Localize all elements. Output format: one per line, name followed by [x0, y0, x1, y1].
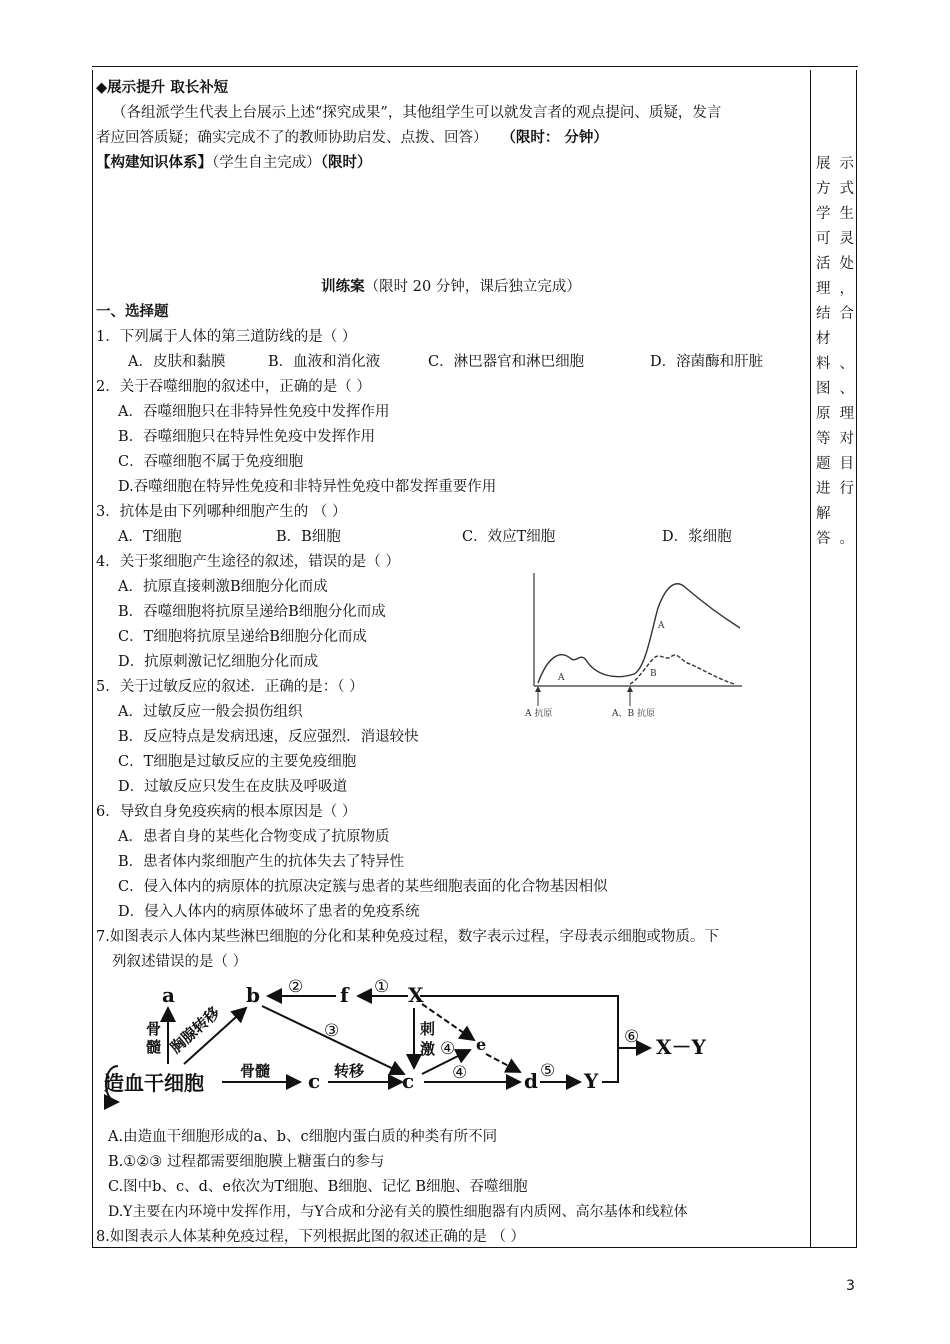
note-line: 解 — [816, 506, 831, 522]
intro-line-2: 者应回答质疑；确实完成不了的教师协助启发、点拨、回答） （限时： 分钟） — [96, 129, 608, 146]
label-transfer-2: 转移 — [334, 1062, 365, 1080]
note-line: 方式 — [816, 181, 854, 197]
column-divider — [810, 70, 811, 1248]
arrow-antigen-a-head — [535, 686, 541, 692]
q7-option-c: C.图中b、c、d、e依次为T细胞、B细胞、记忆 B细胞、吞噬细胞 — [108, 1179, 528, 1195]
q2-option-d: D.吞噬细胞在特异性免疫和非特异性免疫中都发挥重要作用 — [118, 479, 497, 495]
q4-option-c: C．T细胞将抗原呈递给B细胞分化而成 — [118, 629, 367, 645]
node-f: f — [340, 983, 349, 1007]
x-label-antigen-ab: A、B 抗原 — [612, 709, 655, 719]
q5-option-b: B．反应特点是发病迅速，反应强烈．消退较快 — [118, 729, 419, 745]
node-e: e — [476, 1035, 487, 1054]
q3-option-a: A．T细胞 — [118, 529, 182, 545]
node-a: a — [162, 983, 175, 1007]
note-line: 结合 — [816, 306, 854, 322]
q4-stem: 4．关于浆细胞产生途径的叙述，错误的是（ ） — [96, 554, 400, 570]
q6-option-c: C．侵入体内的病原体的抗原决定簇与患者的某些细胞表面的化合物基因相似 — [118, 879, 608, 895]
curve-b-label: B — [650, 669, 657, 679]
q1-option-a: A．皮肤和黏膜 — [128, 354, 226, 370]
intro-line-1: （各组派学生代表上台展示上述“探究成果”，其他组学生可以就发言者的观点提问、质疑，发言 — [112, 105, 722, 121]
node-hsc: 造血干细胞 — [104, 1071, 204, 1095]
note-line: 可灵 — [816, 231, 854, 247]
q3-option-d: D．浆细胞 — [662, 529, 732, 545]
q4-option-b: B．吞噬细胞将抗原呈递给B细胞分化而成 — [118, 604, 386, 620]
note-line: 进行 — [816, 481, 854, 497]
node-b: b — [246, 983, 260, 1007]
q7-stem-cont: 列叙述错误的是（ ） — [112, 954, 248, 970]
step-3: ③ — [324, 1021, 340, 1041]
node-d: d — [524, 1069, 538, 1093]
q6-option-d: D．侵入人体内的病原体破坏了患者的免疫系统 — [118, 904, 420, 920]
q1-option-b: B．血液和消化液 — [268, 354, 381, 370]
arrow-antigen-ab-head — [627, 686, 633, 692]
note-line: 活处 — [816, 256, 854, 272]
curve-a-label-2: A — [658, 621, 665, 631]
knowledge-line: 【构建知识体系】（学生自主完成）（限时） — [96, 154, 372, 171]
q1-option-c: C．淋巴器官和淋巴细胞 — [428, 354, 585, 370]
q5-option-a: A．过敏反应一般会损伤组织 — [118, 704, 303, 720]
q5-option-c: C．T细胞是过敏反应的主要免疫细胞 — [118, 754, 357, 770]
note-line: 理， — [816, 281, 854, 297]
note-line: 材 — [816, 331, 831, 347]
label-bone-marrow-v1: 骨 — [146, 1020, 162, 1038]
node-c: c — [402, 1069, 415, 1093]
q8-stem: 8.如图表示人体某种免疫过程，下列根据此图的叙述正确的是 （ ） — [96, 1229, 526, 1245]
label-bone-marrow-h: 骨髓 — [240, 1062, 271, 1080]
note-line: 题目 — [816, 456, 854, 472]
lymphocyte-diagram — [96, 978, 726, 1118]
note-line: 原理 — [816, 406, 854, 422]
label-thymus-transfer: 胸腺转移 — [166, 1003, 224, 1057]
step-6: ⑥ — [624, 1027, 640, 1047]
section-title: ◆展示提升 取长补短 — [96, 79, 229, 96]
q2-option-b: B．吞噬细胞只在特异性免疫中发挥作用 — [118, 429, 376, 445]
note-line: 图、 — [816, 381, 854, 397]
training-title: 训练案（限时 20 分钟，课后独立完成） — [321, 278, 581, 295]
node-c-left: c — [308, 1069, 321, 1093]
curve-a-label: A — [558, 673, 565, 683]
note-line: 展示 — [816, 156, 854, 172]
section-choice: 一、选择题 — [96, 303, 169, 320]
top-rule — [92, 66, 858, 67]
q2-option-c: C．吞噬细胞不属于免疫细胞 — [118, 454, 304, 470]
antibody-graph — [520, 568, 750, 720]
q6-stem: 6．导致自身免疫疾病的根本原因是（ ） — [96, 804, 357, 820]
curve-b — [630, 655, 734, 684]
note-line: 答。 — [816, 531, 854, 547]
q7-option-a: A.由造血干细胞形成的a、b、c细胞内蛋白质的种类有所不同 — [108, 1129, 498, 1145]
q1-stem: 1．下列属于人体的第三道防线的是（ ） — [96, 329, 357, 345]
node-y: Y — [584, 1069, 599, 1093]
q3-option-c: C．效应T细胞 — [462, 529, 556, 545]
label-stimulate-2: 激 — [420, 1040, 436, 1058]
q4-option-d: D．抗原刺激记忆细胞分化而成 — [118, 654, 319, 670]
q7-stem: 7.如图表示人体内某些淋巴细胞的分化和某种免疫过程，数字表示过程，字母表示细胞或物质。下 — [96, 929, 719, 945]
label-stimulate-1: 刺 — [420, 1020, 436, 1038]
page-number: 3 — [846, 1278, 855, 1294]
x-label-antigen-a: A 抗原 — [525, 709, 553, 719]
curve-a — [538, 584, 740, 683]
step-5: ⑤ — [540, 1061, 556, 1081]
note-line: 料、 — [816, 356, 854, 372]
q1-option-d: D．溶菌酶和肝脏 — [650, 354, 764, 370]
time-limit: （限时： 分钟） — [501, 129, 608, 146]
step-4b: ④ — [452, 1063, 468, 1083]
q5-option-d: D．过敏反应只发生在皮肤及呼吸道 — [118, 779, 348, 795]
q7-option-d: D.Y主要在内环境中发挥作用，与Y合成和分泌有关的膜性细胞器有内质网、高尔基体和线粒体 — [108, 1204, 688, 1220]
q7-option-b: B.①②③ 过程都需要细胞膜上糖蛋白的参与 — [108, 1154, 385, 1170]
q6-option-b: B．患者体内浆细胞产生的抗体失去了特异性 — [118, 854, 405, 870]
arrow-e-d — [486, 1054, 520, 1072]
step-4a: ④ — [440, 1039, 456, 1059]
q6-option-a: A．患者自身的某些化合物变成了抗原物质 — [118, 829, 390, 845]
q4-option-a: A．抗原直接刺激B细胞分化而成 — [118, 579, 328, 595]
label-bone-marrow-v2: 髓 — [146, 1038, 162, 1056]
q2-option-a: A．吞噬细胞只在非特异性免疫中发挥作用 — [118, 404, 390, 420]
node-xy: X－Y — [656, 1035, 706, 1059]
q5-stem: 5．关于过敏反应的叙述．正确的是：（ ） — [96, 679, 364, 695]
q3-option-b: B．B细胞 — [276, 529, 341, 545]
note-line: 学生 — [816, 206, 854, 222]
step-2: ② — [288, 978, 304, 997]
note-line: 等对 — [816, 431, 854, 447]
q2-stem: 2．关于吞噬细胞的叙述中，正确的是（ ） — [96, 379, 371, 395]
step-1: ① — [374, 978, 390, 997]
q3-stem: 3．抗体是由下列哪种细胞产生的 （ ） — [96, 504, 347, 520]
node-x: X — [408, 983, 424, 1007]
teaching-note — [816, 152, 854, 552]
